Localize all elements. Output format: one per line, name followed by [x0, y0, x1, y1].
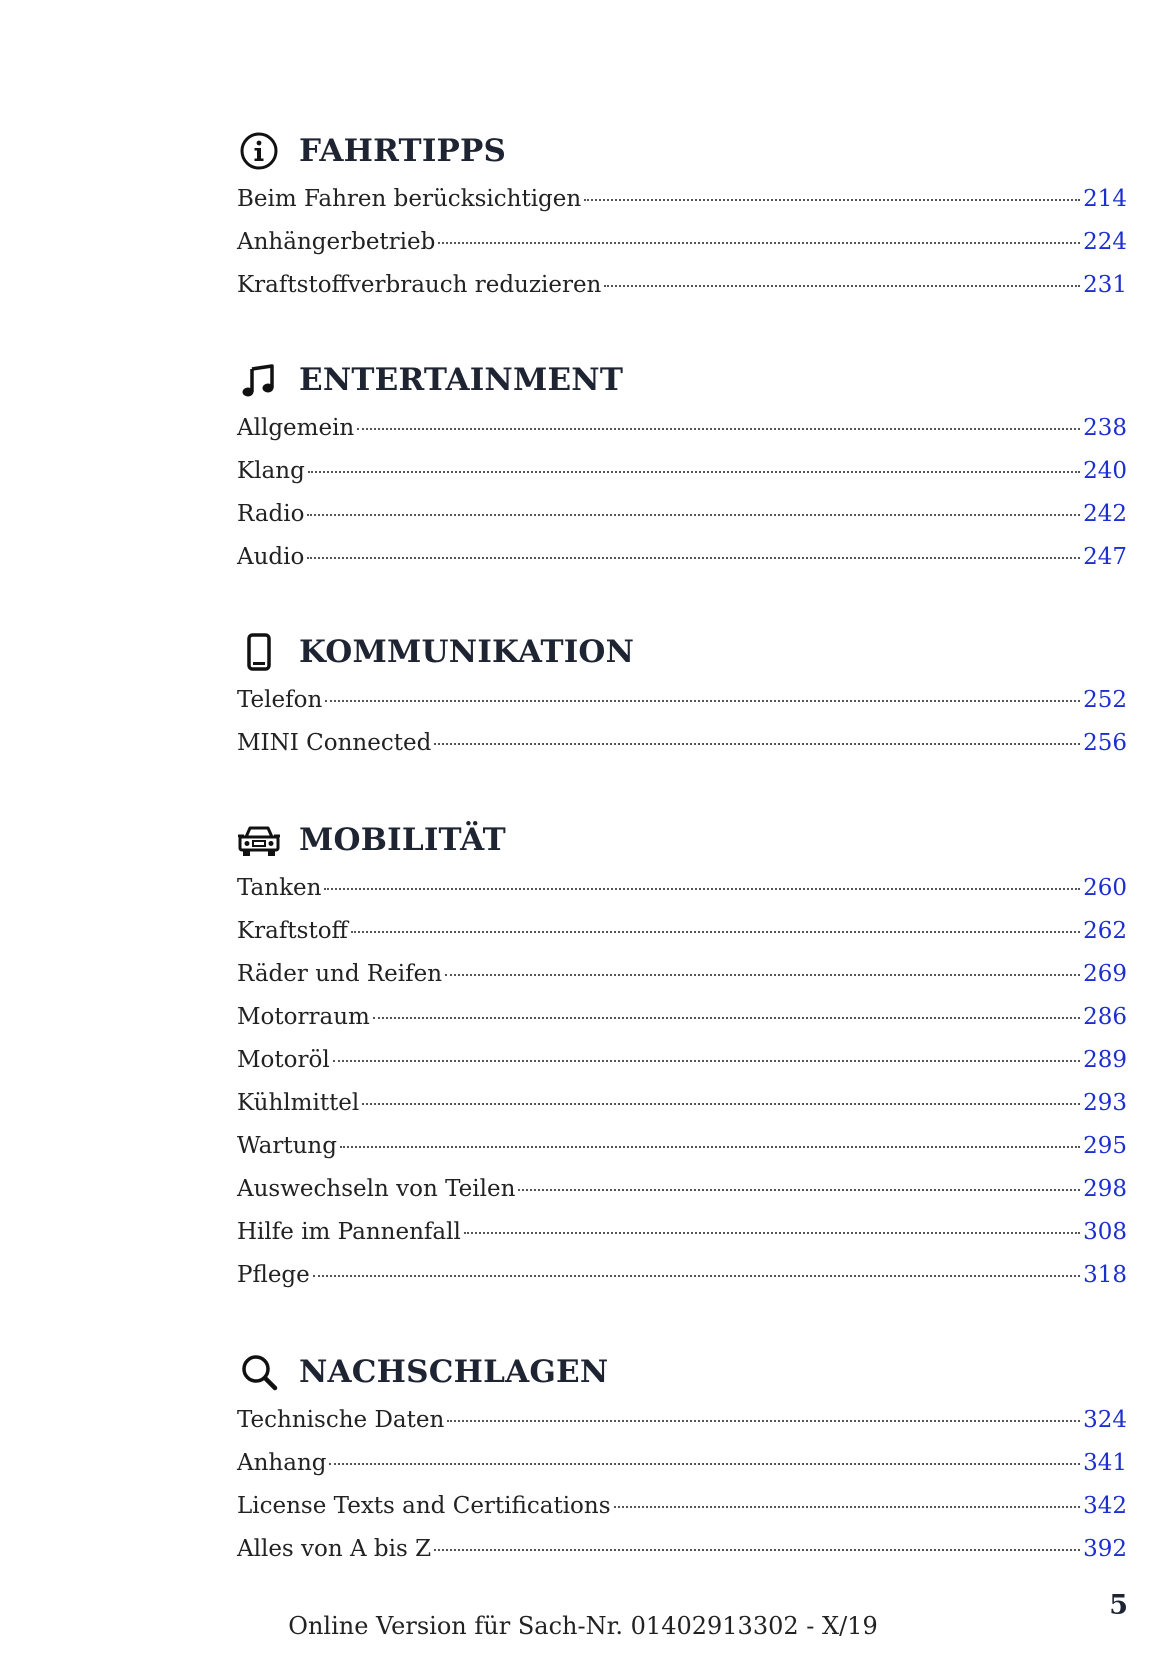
- toc-entry[interactable]: [237, 996, 1127, 1039]
- music-note-icon: [237, 358, 281, 402]
- page-link[interactable]: 342: [1083, 1493, 1127, 1519]
- entry-title: Hilfe im Pannenfall: [237, 1219, 461, 1245]
- dot-leader: [329, 1463, 1080, 1465]
- dot-leader: [313, 1275, 1080, 1277]
- toc-entry[interactable]: [237, 1211, 1127, 1254]
- dot-leader: [357, 428, 1080, 430]
- toc-entry[interactable]: [237, 407, 1127, 450]
- toc-entry[interactable]: [237, 1442, 1127, 1485]
- section-heading: [237, 1349, 1127, 1395]
- dot-leader: [373, 1017, 1080, 1019]
- car-icon: [237, 818, 281, 862]
- section-heading: [237, 357, 1127, 403]
- page-link[interactable]: 252: [1083, 687, 1127, 713]
- table-of-contents: [237, 128, 1127, 1621]
- toc-entry[interactable]: [237, 679, 1127, 722]
- entry-title: Klang: [237, 458, 305, 484]
- dot-leader: [447, 1420, 1080, 1422]
- page-number: 5: [1109, 1590, 1128, 1621]
- toc-entry[interactable]: [237, 867, 1127, 910]
- section-title: ENTERTAINMENT: [299, 362, 624, 398]
- dot-leader: [584, 199, 1080, 201]
- entry-title: Anhängerbetrieb: [237, 229, 436, 255]
- page-link[interactable]: 392: [1083, 1536, 1127, 1562]
- page-link[interactable]: 224: [1083, 229, 1127, 255]
- entry-title: License Texts and Certifications: [237, 1493, 611, 1519]
- section-mobilitaet: [237, 817, 1127, 1297]
- footer-text: Online Version für Sach-Nr. 01402913302 - X/19: [288, 1612, 878, 1640]
- page-link[interactable]: 262: [1083, 918, 1127, 944]
- toc-entry[interactable]: [237, 1485, 1127, 1528]
- dot-leader: [464, 1232, 1080, 1234]
- page-link[interactable]: 286: [1083, 1004, 1127, 1030]
- entry-title: Kraftstoffverbrauch reduzieren: [237, 272, 602, 298]
- toc-entry[interactable]: [237, 910, 1127, 953]
- dot-leader: [333, 1060, 1080, 1062]
- section-entertainment: [237, 357, 1127, 579]
- toc-entry[interactable]: [237, 178, 1127, 221]
- smartphone-icon: [237, 630, 281, 674]
- entry-title: Audio: [237, 544, 305, 570]
- page-link[interactable]: 318: [1083, 1262, 1127, 1288]
- page-link[interactable]: 260: [1083, 875, 1127, 901]
- dot-leader: [325, 700, 1080, 702]
- entry-title: Motoröl: [237, 1047, 330, 1073]
- dot-leader: [434, 743, 1080, 745]
- page-link[interactable]: 242: [1083, 501, 1127, 527]
- toc-entry[interactable]: [237, 1168, 1127, 1211]
- page-link[interactable]: 269: [1083, 961, 1127, 987]
- info-icon: [237, 129, 281, 173]
- page-link[interactable]: 295: [1083, 1133, 1127, 1159]
- entry-title: Motorraum: [237, 1004, 370, 1030]
- dot-leader: [434, 1549, 1080, 1551]
- search-icon: [237, 1350, 281, 1394]
- toc-entry[interactable]: [237, 1254, 1127, 1297]
- dot-leader: [604, 285, 1080, 287]
- page-link[interactable]: 231: [1083, 272, 1127, 298]
- entry-title: Anhang: [237, 1450, 327, 1476]
- section-heading: [237, 629, 1127, 675]
- section-title: MOBILITÄT: [299, 822, 506, 858]
- entry-title: Auswechseln von Teilen: [237, 1176, 516, 1202]
- toc-entry[interactable]: [237, 536, 1127, 579]
- dot-leader: [340, 1146, 1080, 1148]
- entry-title: Wartung: [237, 1133, 337, 1159]
- entry-title: Kühlmittel: [237, 1090, 360, 1116]
- dot-leader: [307, 557, 1080, 559]
- entry-title: Radio: [237, 501, 305, 527]
- entry-title: Alles von A bis Z: [237, 1536, 432, 1562]
- toc-entry[interactable]: [237, 221, 1127, 264]
- dot-leader: [438, 242, 1080, 244]
- entry-title: Technische Daten: [237, 1407, 445, 1433]
- dot-leader: [308, 471, 1080, 473]
- page-link[interactable]: 298: [1083, 1176, 1127, 1202]
- entry-title: Tanken: [237, 875, 322, 901]
- section-title: KOMMUNIKATION: [299, 634, 635, 670]
- toc-entry[interactable]: [237, 1082, 1127, 1125]
- dot-leader: [351, 931, 1080, 933]
- page-link[interactable]: 293: [1083, 1090, 1127, 1116]
- section-nachschlagen: [237, 1349, 1127, 1571]
- dot-leader: [445, 974, 1080, 976]
- page-link[interactable]: 324: [1083, 1407, 1127, 1433]
- section-kommunikation: [237, 629, 1127, 765]
- dot-leader: [518, 1189, 1080, 1191]
- toc-entry[interactable]: [237, 1528, 1127, 1571]
- section-heading: [237, 817, 1127, 863]
- toc-entry[interactable]: [237, 493, 1127, 536]
- toc-entry[interactable]: [237, 1039, 1127, 1082]
- entry-title: Räder und Reifen: [237, 961, 443, 987]
- page-link[interactable]: 214: [1083, 186, 1127, 212]
- toc-entry[interactable]: [237, 264, 1127, 307]
- page-link[interactable]: 341: [1083, 1450, 1127, 1476]
- toc-entry[interactable]: [237, 1125, 1127, 1168]
- toc-entry[interactable]: [237, 1399, 1127, 1442]
- entry-title: Allgemein: [237, 415, 355, 441]
- dot-leader: [324, 888, 1080, 890]
- section-heading: [237, 128, 1127, 174]
- page-link[interactable]: 247: [1083, 544, 1127, 570]
- section-title: NACHSCHLAGEN: [299, 1354, 609, 1390]
- toc-entry[interactable]: [237, 953, 1127, 996]
- dot-leader: [614, 1506, 1081, 1508]
- page-link[interactable]: 308: [1083, 1219, 1127, 1245]
- entry-title: Beim Fahren berücksichtigen: [237, 186, 582, 212]
- toc-entry[interactable]: [237, 722, 1127, 765]
- entry-title: Pflege: [237, 1262, 310, 1288]
- entry-title: Telefon: [237, 687, 323, 713]
- page-link[interactable]: 256: [1083, 730, 1127, 756]
- page-link[interactable]: 240: [1083, 458, 1127, 484]
- entry-title: MINI Connected: [237, 730, 432, 756]
- page-link[interactable]: 238: [1083, 415, 1127, 441]
- page-link[interactable]: 289: [1083, 1047, 1127, 1073]
- section-fahrtipps: [237, 128, 1127, 307]
- dot-leader: [362, 1103, 1080, 1105]
- section-title: FAHRTIPPS: [299, 133, 507, 169]
- entry-title: Kraftstoff: [237, 918, 348, 944]
- toc-entry[interactable]: [237, 450, 1127, 493]
- dot-leader: [307, 514, 1080, 516]
